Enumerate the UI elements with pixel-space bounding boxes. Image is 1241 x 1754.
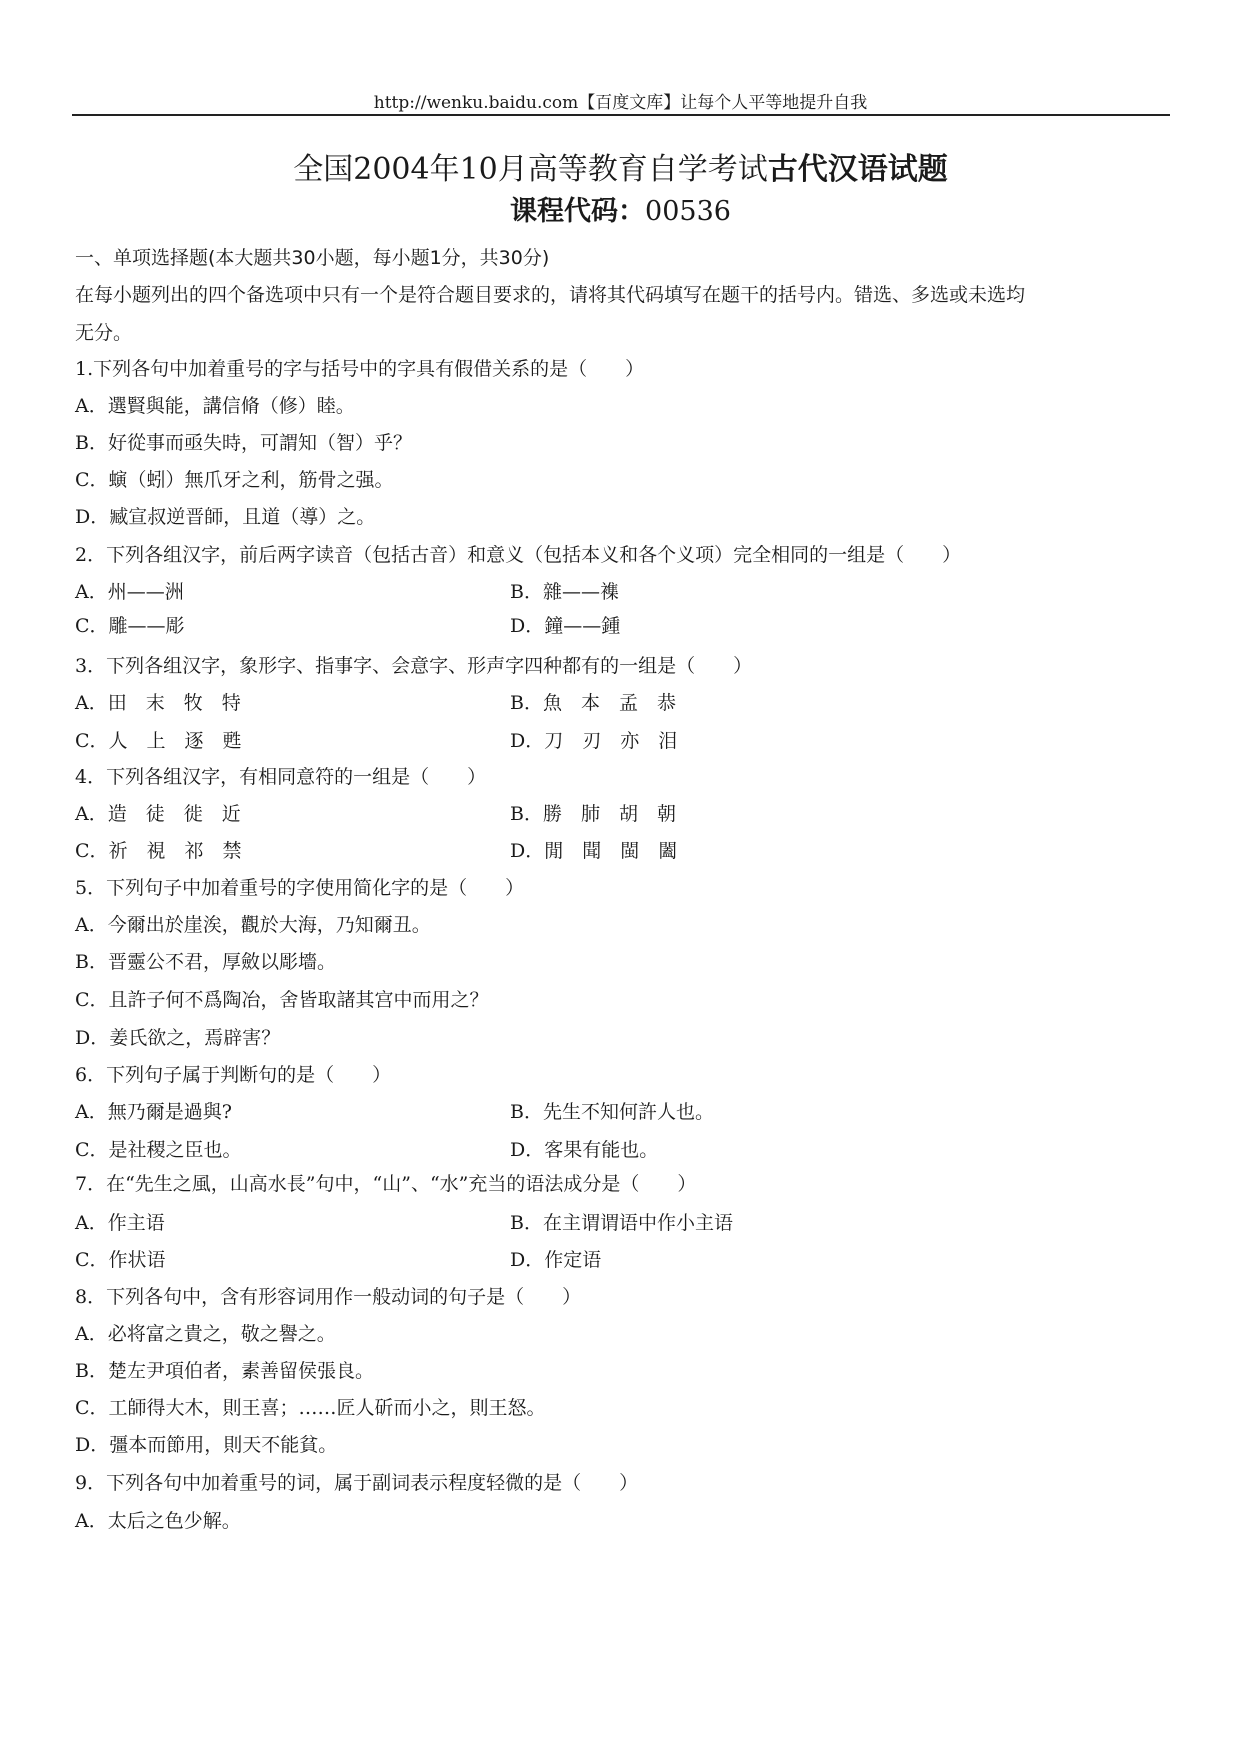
section-instruction: 在每小题列出的四个备选项中只有一个是符合题目要求的，请将其代码填写在题干的括号内。错选、多选或未选均	[75, 284, 1026, 306]
question-option: C．人 上 逐 甦	[75, 730, 242, 752]
question-stem: 1.下列各句中加着重号的字与括号中的字具有假借关系的是（ ）	[75, 358, 645, 380]
title-prefix: 全国2004年10月高等教育自学考试	[293, 152, 768, 187]
question-stem: 9．下列各句中加着重号的词，属于副词表示程度轻微的是（ ）	[75, 1472, 639, 1494]
title-subject: 古代汉语试题	[767, 152, 948, 187]
question-option: D．作定语	[510, 1249, 602, 1271]
question-option: C．是社稷之臣也。	[75, 1139, 242, 1161]
question-stem: 6．下列句子属于判断句的是（ ）	[75, 1064, 392, 1086]
question-option: C．作状语	[75, 1249, 166, 1271]
question-option: B．雜——襍	[510, 581, 619, 603]
question-option: A．選賢與能，講信脩（修）睦。	[75, 395, 355, 417]
course-code-value: 00536	[645, 196, 731, 227]
question-option: B．魚 本 孟 恭	[510, 692, 676, 714]
question-option: A．田 末 牧 特	[75, 692, 241, 714]
section-instruction-cont: 无分。	[75, 322, 133, 344]
question-option: C．且許子何不爲陶冶，舍皆取諸其宫中而用之？	[75, 989, 489, 1011]
question-option: D．彊本而節用，則天不能貧。	[75, 1434, 338, 1456]
question-option: C．螾（蚓）無爪牙之利，筋骨之强。	[75, 469, 394, 491]
header-url: http://wenku.baidu.com【百度文库】让每个人平等地提升自我	[373, 93, 868, 113]
question-option: A．無乃爾是過與?	[75, 1101, 232, 1123]
question-option: A．太后之色少解。	[75, 1510, 241, 1532]
question-option: A．必将富之貴之，敬之譽之。	[75, 1323, 336, 1345]
page-title	[0, 150, 1241, 190]
question-option: A．今爾出於崖涘，觀於大海，乃知爾丑。	[75, 914, 431, 936]
question-option: C．祈 視 祁 禁	[75, 840, 242, 862]
question-option: D．臧宣叔逆晋師，且道（導）之。	[75, 506, 376, 528]
question-stem: 4．下列各组汉字，有相同意符的一组是（ ）	[75, 766, 487, 788]
question-stem: 2．下列各组汉字，前后两字读音（包括古音）和意义（包括本义和各个义项）完全相同的一组是（ ）	[75, 544, 962, 566]
question-stem: 3．下列各组汉字，象形字、指事字、会意字、形声字四种都有的一组是（ ）	[75, 655, 753, 677]
question-option: A．造 徒 徙 近	[75, 803, 241, 825]
header-rule	[72, 114, 1170, 116]
question-option: D．姜氏欲之，焉辟害？	[75, 1027, 281, 1049]
course-code-label: 课程代码：	[510, 196, 646, 227]
question-stem: 8．下列各句中，含有形容词用作一般动词的句子是（ ）	[75, 1286, 582, 1308]
question-option: B．晋靈公不君，厚斂以彫墻。	[75, 951, 336, 973]
course-code	[0, 192, 1241, 232]
section-heading: 一、单项选择题(本大题共30小题，每小题1分，共30分)	[75, 247, 550, 269]
question-option: A．作主语	[75, 1212, 165, 1234]
question-option: D．客果有能也。	[510, 1139, 659, 1161]
question-option: C．雕——彫	[75, 615, 185, 637]
question-option: C．工師得大木，則王喜；……匠人斫而小之，則王怒。	[75, 1397, 546, 1419]
question-option: B．先生不知何許人也。	[510, 1101, 714, 1123]
question-option: A．州——洲	[75, 581, 184, 603]
question-option: B．勝 肺 胡 朝	[510, 803, 676, 825]
question-option: B．楚左尹項伯者，素善留侯張良。	[75, 1360, 374, 1382]
question-option: D．刀 刃 亦 泪	[510, 730, 678, 752]
question-option: D．鐘——鍾	[510, 615, 621, 637]
question-option: B．好從事而亟失時，可謂知（智）乎？	[75, 432, 412, 454]
question-option: B．在主谓谓语中作小主语	[510, 1212, 733, 1234]
question-stem: 5．下列句子中加着重号的字使用简化字的是（ ）	[75, 877, 525, 899]
question-stem: 7．在“先生之風，山高水長”句中，“山”、“水”充当的语法成分是（ ）	[75, 1173, 697, 1195]
question-option: D．閒 聞 閩 闔	[510, 840, 678, 862]
